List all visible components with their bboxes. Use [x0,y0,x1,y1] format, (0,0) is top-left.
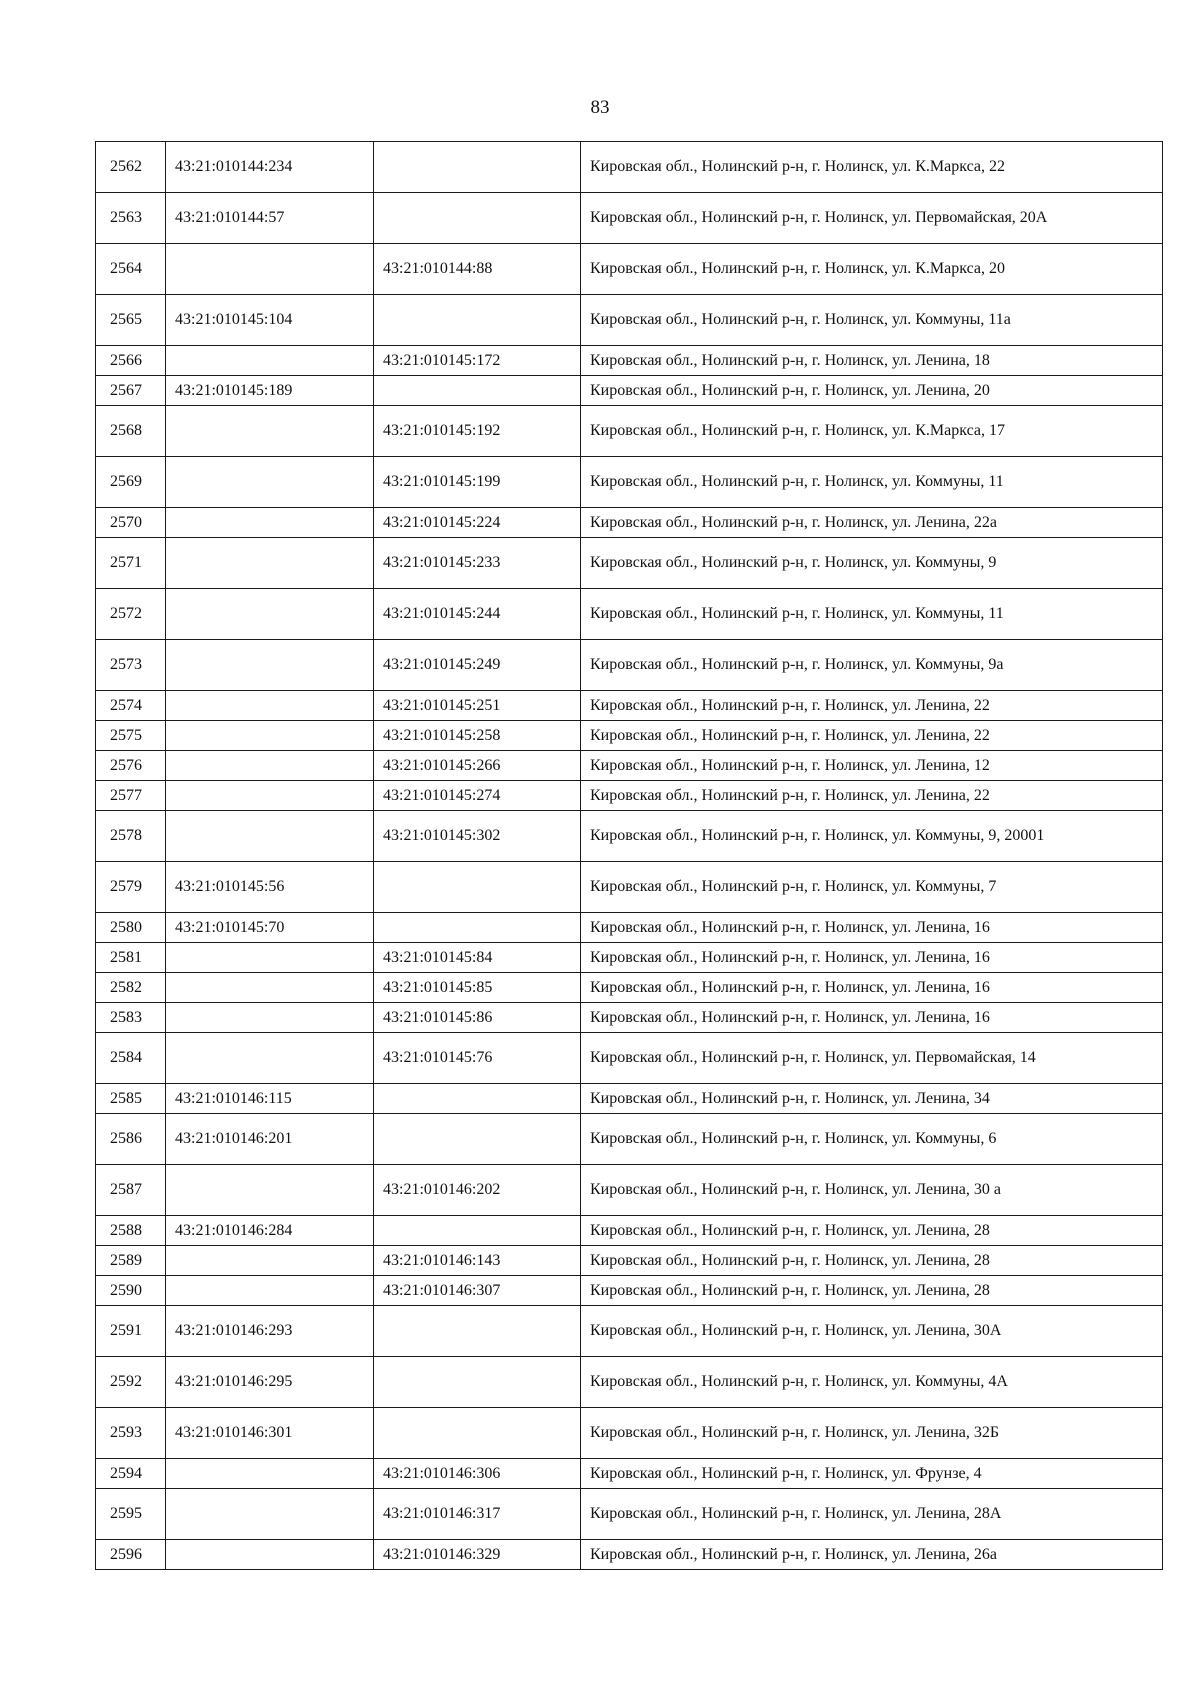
row-number: 2570 [96,508,166,538]
row-number: 2590 [96,1276,166,1306]
address: Кировская обл., Нолинский р-н, г. Нолинск, ул. Ленина, 22 [581,721,1163,751]
table-row [96,862,1163,913]
row-number: 2581 [96,943,166,973]
address: Кировская обл., Нолинский р-н, г. Нолинск, ул. Ленина, 30 а [581,1165,1163,1216]
cadastral-number-building [374,862,581,913]
address: Кировская обл., Нолинский р-н, г. Нолинск, ул. Ленина, 28А [581,1489,1163,1540]
cadastral-number-land: 43:21:010144:57 [166,193,374,244]
row-number: 2576 [96,751,166,781]
cadastral-number-land: 43:21:010145:189 [166,376,374,406]
cadastral-number-land [166,508,374,538]
address: Кировская обл., Нолинский р-н, г. Нолинск, ул. Коммуны, 7 [581,862,1163,913]
cadastral-number-land: 43:21:010146:201 [166,1114,374,1165]
table-row [96,1084,1163,1114]
cadastral-number-land [166,943,374,973]
cadastral-number-land [166,691,374,721]
registry-table [95,141,1163,1570]
table-row [96,811,1163,862]
cadastral-number-land [166,1003,374,1033]
row-number: 2588 [96,1216,166,1246]
row-number: 2587 [96,1165,166,1216]
address: Кировская обл., Нолинский р-н, г. Нолинск, ул. Ленина, 16 [581,913,1163,943]
cadastral-number-building: 43:21:010145:199 [374,457,581,508]
address: Кировская обл., Нолинский р-н, г. Нолинск, ул. Ленина, 28 [581,1276,1163,1306]
row-number: 2583 [96,1003,166,1033]
cadastral-number-land: 43:21:010146:284 [166,1216,374,1246]
table-row [96,1114,1163,1165]
cadastral-number-building: 43:21:010145:172 [374,346,581,376]
table-row [96,1033,1163,1084]
cadastral-number-building: 43:21:010145:86 [374,1003,581,1033]
cadastral-number-land [166,1246,374,1276]
cadastral-number-building [374,376,581,406]
table-row [96,193,1163,244]
address: Кировская обл., Нолинский р-н, г. Нолинск, ул. Первомайская, 20А [581,193,1163,244]
address: Кировская обл., Нолинский р-н, г. Нолинск, ул. К.Маркса, 22 [581,142,1163,193]
address: Кировская обл., Нолинский р-н, г. Нолинск, ул. Ленина, 20 [581,376,1163,406]
address: Кировская обл., Нолинский р-н, г. Нолинск, ул. Ленина, 32Б [581,1408,1163,1459]
row-number: 2595 [96,1489,166,1540]
table-row [96,640,1163,691]
table-row [96,1276,1163,1306]
row-number: 2593 [96,1408,166,1459]
address: Кировская обл., Нолинский р-н, г. Нолинск, ул. Коммуны, 4А [581,1357,1163,1408]
cadastral-number-land [166,973,374,1003]
address: Кировская обл., Нолинский р-н, г. Нолинск, ул. Коммуны, 9а [581,640,1163,691]
row-number: 2589 [96,1246,166,1276]
cadastral-number-building [374,1216,581,1246]
table-row [96,1306,1163,1357]
row-number: 2564 [96,244,166,295]
cadastral-number-land [166,589,374,640]
cadastral-number-building: 43:21:010145:302 [374,811,581,862]
cadastral-number-land [166,721,374,751]
address: Кировская обл., Нолинский р-н, г. Нолинск, ул. Коммуны, 11 [581,589,1163,640]
row-number: 2572 [96,589,166,640]
row-number: 2591 [96,1306,166,1357]
cadastral-number-land [166,244,374,295]
cadastral-number-land: 43:21:010146:301 [166,1408,374,1459]
cadastral-number-building [374,1357,581,1408]
cadastral-number-building: 43:21:010145:84 [374,943,581,973]
cadastral-number-land: 43:21:010146:115 [166,1084,374,1114]
row-number: 2565 [96,295,166,346]
row-number: 2580 [96,913,166,943]
row-number: 2586 [96,1114,166,1165]
address: Кировская обл., Нолинский р-н, г. Нолинск, ул. Ленина, 28 [581,1216,1163,1246]
row-number: 2585 [96,1084,166,1114]
cadastral-number-land [166,811,374,862]
address: Кировская обл., Нолинский р-н, г. Нолинск, ул. Коммуны, 6 [581,1114,1163,1165]
row-number: 2575 [96,721,166,751]
cadastral-number-building [374,1084,581,1114]
cadastral-number-building: 43:21:010145:233 [374,538,581,589]
row-number: 2594 [96,1459,166,1489]
address: Кировская обл., Нолинский р-н, г. Нолинск, ул. Ленина, 22 [581,781,1163,811]
table-row [96,406,1163,457]
address: Кировская обл., Нолинский р-н, г. Нолинск, ул. Ленина, 12 [581,751,1163,781]
table-row [96,1003,1163,1033]
table-row [96,751,1163,781]
cadastral-number-building: 43:21:010145:258 [374,721,581,751]
cadastral-number-building [374,1114,581,1165]
cadastral-number-building [374,295,581,346]
address: Кировская обл., Нолинский р-н, г. Нолинск, ул. Коммуны, 11 [581,457,1163,508]
cadastral-number-land [166,1165,374,1216]
address: Кировская обл., Нолинский р-н, г. Нолинск, ул. Ленина, 34 [581,1084,1163,1114]
table-row [96,721,1163,751]
cadastral-number-building: 43:21:010146:143 [374,1246,581,1276]
row-number: 2579 [96,862,166,913]
cadastral-number-building: 43:21:010145:274 [374,781,581,811]
cadastral-number-land [166,640,374,691]
cadastral-number-land [166,538,374,589]
cadastral-number-building: 43:21:010145:85 [374,973,581,1003]
table-row [96,1165,1163,1216]
address: Кировская обл., Нолинский р-н, г. Нолинск, ул. Ленина, 22а [581,508,1163,538]
cadastral-number-building: 43:21:010145:224 [374,508,581,538]
table-row [96,295,1163,346]
address: Кировская обл., Нолинский р-н, г. Нолинск, ул. К.Маркса, 17 [581,406,1163,457]
address: Кировская обл., Нолинский р-н, г. Нолинск, ул. Первомайская, 14 [581,1033,1163,1084]
address: Кировская обл., Нолинский р-н, г. Нолинск, ул. Ленина, 26а [581,1540,1163,1570]
table-row [96,589,1163,640]
cadastral-number-building [374,1408,581,1459]
table-row [96,538,1163,589]
row-number: 2562 [96,142,166,193]
table-row [96,508,1163,538]
address: Кировская обл., Нолинский р-н, г. Нолинск, ул. Ленина, 30А [581,1306,1163,1357]
row-number: 2568 [96,406,166,457]
address: Кировская обл., Нолинский р-н, г. Нолинск, ул. Коммуны, 11а [581,295,1163,346]
row-number: 2569 [96,457,166,508]
cadastral-number-land [166,1033,374,1084]
table-row [96,913,1163,943]
cadastral-number-land [166,1540,374,1570]
cadastral-number-land [166,346,374,376]
address: Кировская обл., Нолинский р-н, г. Нолинск, ул. Ленина, 28 [581,1246,1163,1276]
table-row [96,1408,1163,1459]
table-row [96,457,1163,508]
cadastral-number-building [374,142,581,193]
address: Кировская обл., Нолинский р-н, г. Нолинск, ул. Ленина, 16 [581,1003,1163,1033]
row-number: 2577 [96,781,166,811]
row-number: 2567 [96,376,166,406]
address: Кировская обл., Нолинский р-н, г. Нолинск, ул. Ленина, 16 [581,943,1163,973]
cadastral-number-land: 43:21:010145:70 [166,913,374,943]
row-number: 2592 [96,1357,166,1408]
cadastral-number-land [166,781,374,811]
cadastral-number-building [374,1306,581,1357]
table-row [96,1459,1163,1489]
cadastral-number-land [166,1276,374,1306]
table-row [96,781,1163,811]
table-row [96,1540,1163,1570]
address: Кировская обл., Нолинский р-н, г. Нолинск, ул. К.Маркса, 20 [581,244,1163,295]
cadastral-number-land: 43:21:010145:104 [166,295,374,346]
cadastral-number-land [166,457,374,508]
table-row [96,244,1163,295]
cadastral-number-building: 43:21:010146:307 [374,1276,581,1306]
cadastral-number-building: 43:21:010144:88 [374,244,581,295]
cadastral-number-building: 43:21:010145:266 [374,751,581,781]
cadastral-number-land [166,1489,374,1540]
cadastral-number-land [166,751,374,781]
table-row [96,691,1163,721]
cadastral-number-building: 43:21:010145:76 [374,1033,581,1084]
cadastral-number-building: 43:21:010145:244 [374,589,581,640]
row-number: 2563 [96,193,166,244]
address: Кировская обл., Нолинский р-н, г. Нолинск, ул. Коммуны, 9 [581,538,1163,589]
cadastral-number-building [374,193,581,244]
table-row [96,943,1163,973]
cadastral-number-building: 43:21:010145:192 [374,406,581,457]
cadastral-number-building: 43:21:010146:317 [374,1489,581,1540]
cadastral-number-building: 43:21:010145:249 [374,640,581,691]
cadastral-number-land: 43:21:010144:234 [166,142,374,193]
table-row [96,973,1163,1003]
table-row [96,1246,1163,1276]
table-row [96,346,1163,376]
table-row [96,1216,1163,1246]
row-number: 2596 [96,1540,166,1570]
table-row [96,142,1163,193]
table-row [96,376,1163,406]
row-number: 2574 [96,691,166,721]
row-number: 2578 [96,811,166,862]
registry-table-body [96,142,1163,1570]
cadastral-number-building: 43:21:010146:306 [374,1459,581,1489]
cadastral-number-building: 43:21:010145:251 [374,691,581,721]
cadastral-number-building: 43:21:010146:329 [374,1540,581,1570]
cadastral-number-land: 43:21:010145:56 [166,862,374,913]
row-number: 2566 [96,346,166,376]
cadastral-number-land [166,406,374,457]
table-row [96,1357,1163,1408]
address: Кировская обл., Нолинский р-н, г. Нолинск, ул. Коммуны, 9, 20001 [581,811,1163,862]
address: Кировская обл., Нолинский р-н, г. Нолинск, ул. Ленина, 22 [581,691,1163,721]
row-number: 2573 [96,640,166,691]
address: Кировская обл., Нолинский р-н, г. Нолинск, ул. Фрунзе, 4 [581,1459,1163,1489]
cadastral-number-building: 43:21:010146:202 [374,1165,581,1216]
page-number: 83 [590,97,610,118]
address: Кировская обл., Нолинский р-н, г. Нолинск, ул. Ленина, 16 [581,973,1163,1003]
cadastral-number-land [166,1459,374,1489]
cadastral-number-land: 43:21:010146:295 [166,1357,374,1408]
address: Кировская обл., Нолинский р-н, г. Нолинск, ул. Ленина, 18 [581,346,1163,376]
table-row [96,1489,1163,1540]
cadastral-number-building [374,913,581,943]
cadastral-number-land: 43:21:010146:293 [166,1306,374,1357]
row-number: 2582 [96,973,166,1003]
row-number: 2584 [96,1033,166,1084]
row-number: 2571 [96,538,166,589]
